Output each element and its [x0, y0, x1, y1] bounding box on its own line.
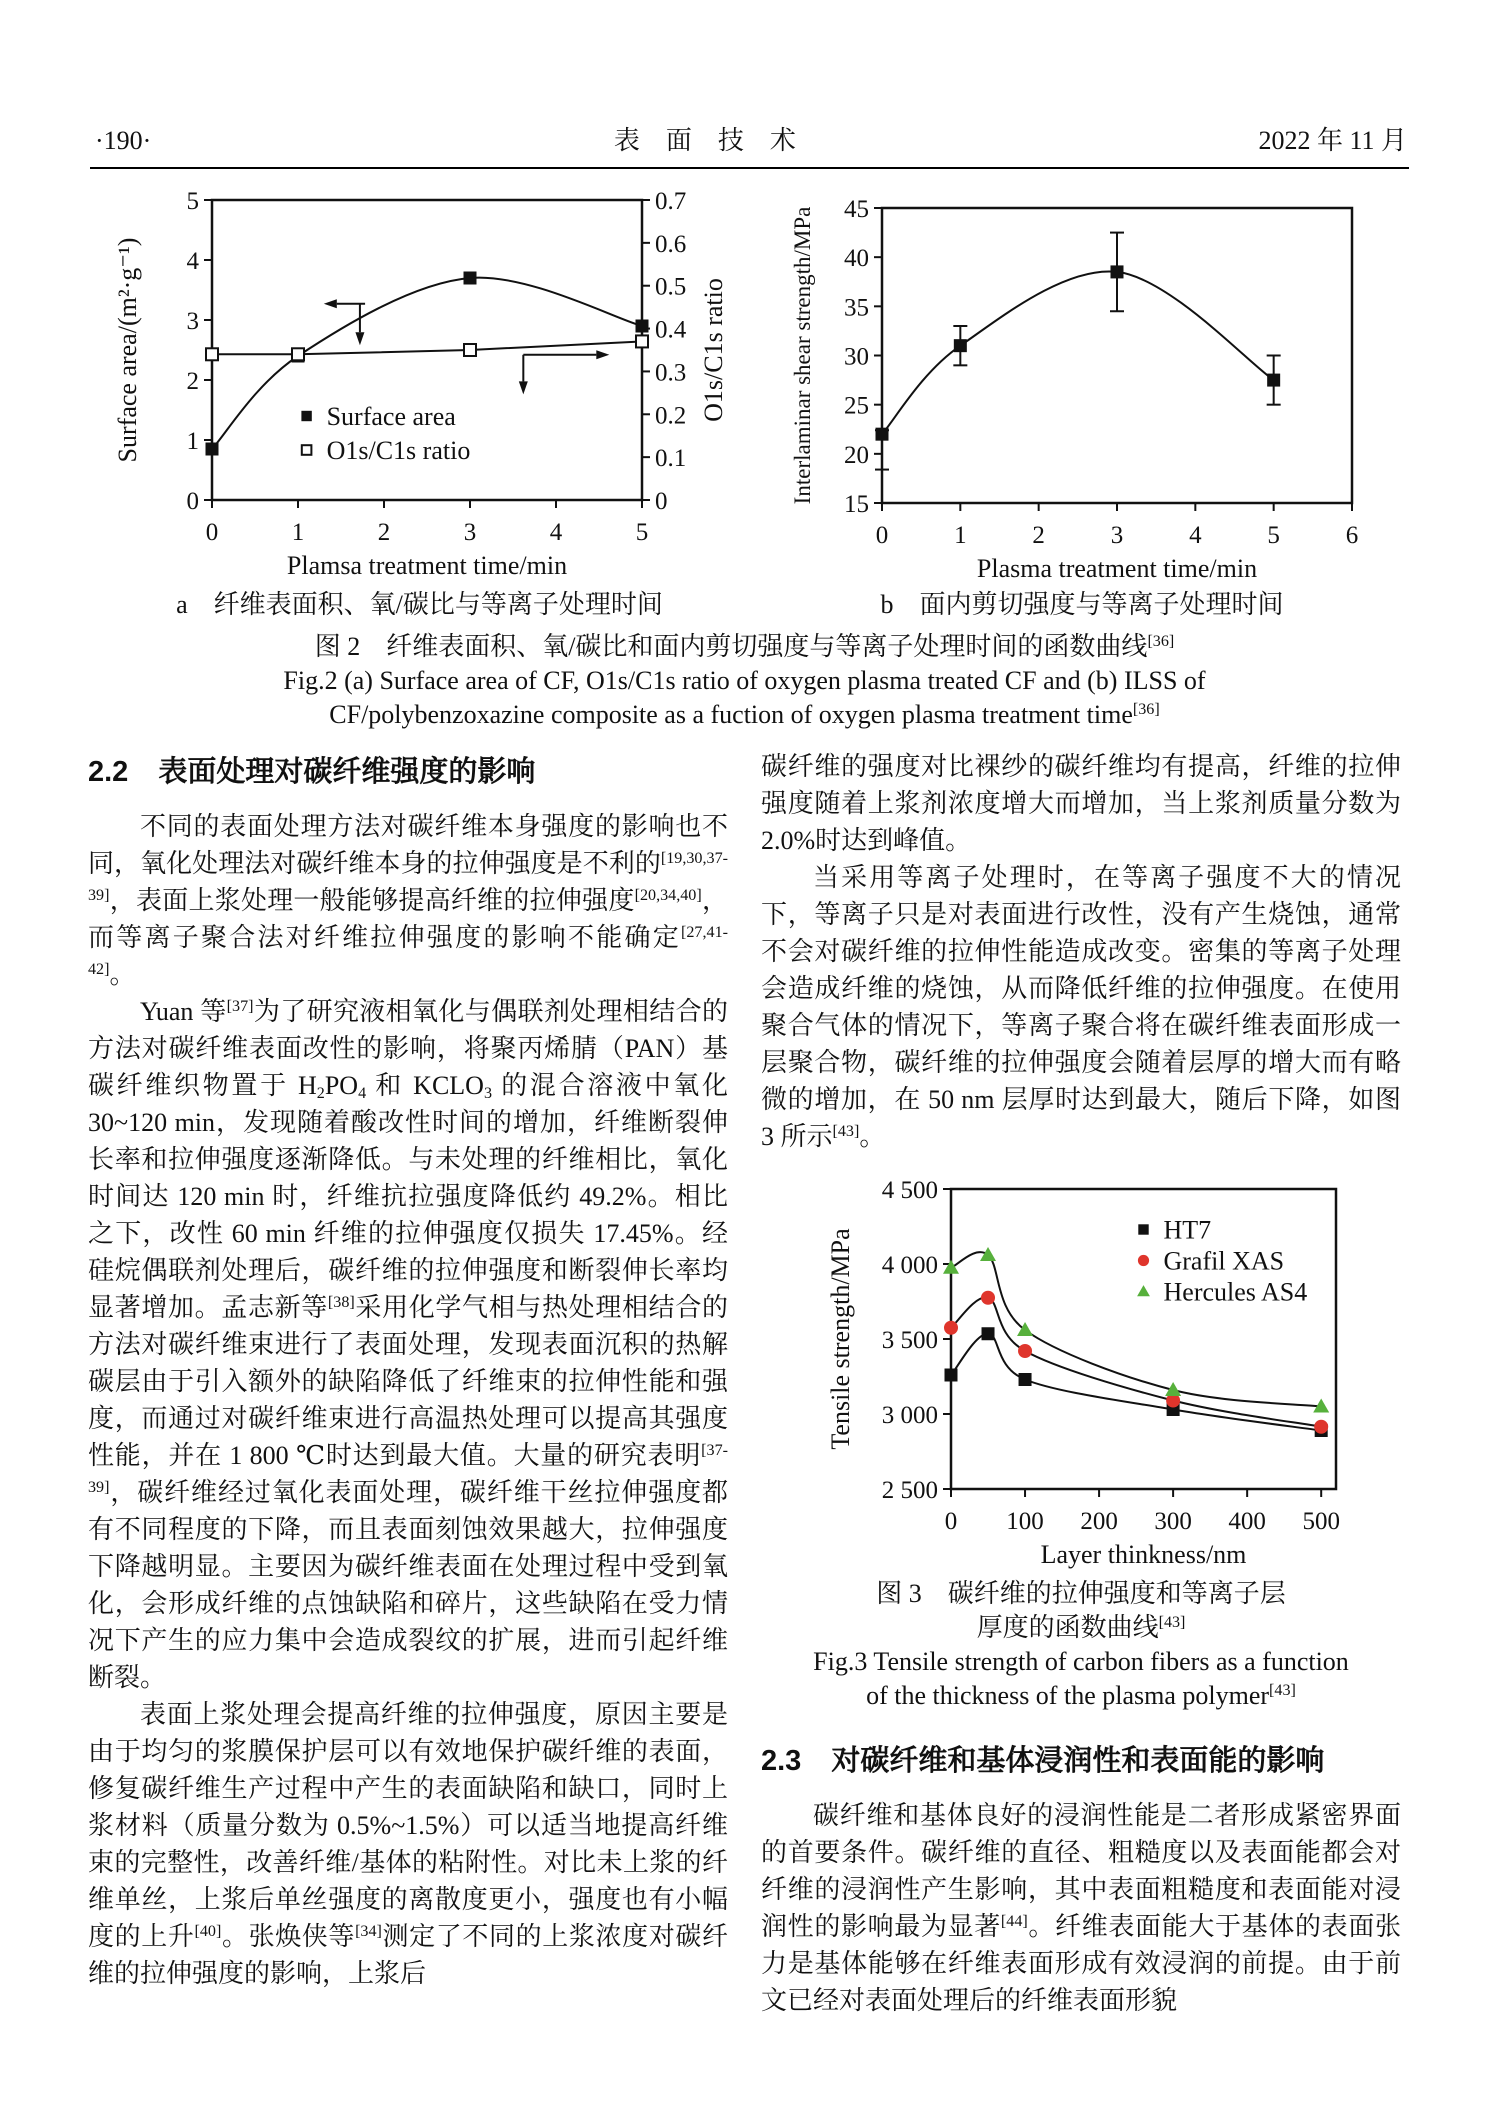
- svg-text:3: 3: [463, 519, 477, 546]
- svg-text:1: 1: [291, 519, 305, 546]
- figure2-caption-cn: 图 2 纤维表面积、氧/碳比和面内剪切强度与等离子处理时间的函数曲线[36]: [314, 632, 1175, 661]
- section-2-2-heading: [88, 752, 728, 792]
- svg-text:Interlaminar shear strength/MP: Interlaminar shear strength/MPa: [790, 206, 815, 505]
- figure3-caption-cn-line1: 图 3 碳纤维的拉伸强度和等离子层: [876, 1579, 1286, 1608]
- svg-text:500: 500: [1302, 1508, 1340, 1535]
- svg-text:0.2: 0.2: [655, 402, 687, 430]
- svg-text:5: 5: [1267, 522, 1280, 549]
- svg-text:0: 0: [655, 488, 668, 515]
- svg-text:20: 20: [844, 441, 869, 469]
- figure3-chart: [761, 1167, 1401, 1577]
- figure2a-subcaption: a 纤维表面积、氧/碳比与等离子处理时间: [176, 590, 663, 619]
- figure2-captions: [88, 630, 1401, 732]
- svg-text:0: 0: [205, 519, 219, 546]
- figure2-charts-row: [88, 178, 1401, 622]
- figure2-block: [88, 178, 1401, 732]
- svg-text:0.6: 0.6: [655, 230, 687, 258]
- svg-text:25: 25: [844, 392, 869, 420]
- svg-text:300: 300: [1154, 1508, 1192, 1535]
- section-2-2-number: 2.2: [88, 756, 129, 788]
- section-2-3-heading: [761, 1741, 1401, 1781]
- svg-text:Plamsa treatment time/min: Plamsa treatment time/min: [286, 551, 568, 580]
- svg-text:4: 4: [1189, 522, 1202, 549]
- page-number: ·190·: [95, 126, 152, 155]
- svg-text:0.1: 0.1: [655, 445, 687, 473]
- svg-text:Layer thinkness/nm: Layer thinkness/nm: [1040, 1540, 1247, 1569]
- svg-text:4 000: 4 000: [881, 1252, 938, 1279]
- svg-text:Surface area/(m²·g⁻¹): Surface area/(m²·g⁻¹): [113, 237, 142, 463]
- two-column-body: [88, 748, 1401, 2019]
- svg-text:35: 35: [844, 294, 869, 322]
- svg-text:0.5: 0.5: [655, 273, 687, 301]
- left-column: [88, 748, 728, 2019]
- paragraph: 碳纤维和基体良好的浸润性能是二者形成紧密界面的首要条件。碳纤维的直径、粗糙度以及表面能都会对纤维的浸润性产生影响，其中表面粗糙度和表面能对浸润性的影响最为显著[44]。纤维表面能大于基体的表面张力是基体能够在纤维表面形成有效浸润的前提。由于前文已经对表面处理后的纤维表面形貌: [761, 1801, 1401, 2015]
- svg-text:45: 45: [844, 196, 869, 223]
- paragraph: Yuan 等[37]为了研究液相氧化与偶联剂处理相结合的方法对碳纤维表面改性的影响，将聚丙烯腈（PAN）基碳纤维织物置于 $H_2PO_4$ 和 $KCLO_3$ 的混合溶液中氧化 30~120 min，发现随着酸改性时间的增加，纤维断裂伸长率和拉伸强度逐渐降低。与未处理的纤维相比，氧化时间达 120 min 时，纤维抗拉强度降低约 49.2%。相比之下，改性 60 min 纤维的拉伸强度仅损失 17.45%。经硅烷偶联剂处理后，碳纤维的拉伸强度和断裂伸长率均显著增加。孟志新等[38]采用化学气相与热处理相结合的方法对碳纤维束进行了表面处理，发现表面沉积的热解碳层由于引入额外的缺陷降低了纤维束的拉伸性能和强度，而通过对碳纤维束进行高温热处理可以提高其强度性能，并在 1 800 ℃时达到最大值。大量的研究表明[37-39]，碳纤维经过氧化表面处理，碳纤维干丝拉伸强度都有不同程度的下降，而且表面刻蚀效果越大，拉伸强度下降越明显。主要因为碳纤维表面在处理过程中受到氧化，会形成纤维的点蚀缺陷和碎片，这些缺陷在受力情况下产生的应力集中会造成裂纹的扩展，进而引起纤维断裂。: [88, 997, 728, 1692]
- figure3-caption-en-line1: Fig.3 Tensile strength of carbon fibers as a function: [813, 1647, 1349, 1676]
- figure2a-chart: [92, 178, 747, 588]
- svg-text:Plasma treatment time/min: Plasma treatment time/min: [976, 554, 1258, 583]
- issue-date: 2022 年 11 月: [1258, 126, 1407, 155]
- paragraph: 当采用等离子处理时，在等离子强度不大的情况下，等离子只是对表面进行改性，没有产生烧蚀，通常不会对碳纤维的拉伸性能造成改变。密集的等离子处理会造成纤维的烧蚀，从而降低纤维的拉伸强度。在使用聚合气体的情况下，等离子聚合将在碳纤维表面形成一层聚合物，碳纤维的拉伸强度会随着层厚的增大而有略微的增加，在 50 nm 层厚时达到最大，随后下降，如图 3 所示[43]。: [761, 863, 1401, 1151]
- svg-text:4: 4: [549, 519, 563, 546]
- figure2b-subcaption: b 面内剪切强度与等离子处理时间: [880, 590, 1284, 619]
- svg-text:0: 0: [186, 488, 199, 515]
- figure3-caption-en-line2: of the thickness of the plasma polymer[43]: [866, 1681, 1296, 1710]
- svg-text:6: 6: [1345, 522, 1359, 549]
- svg-text:100: 100: [1006, 1508, 1044, 1535]
- paragraph: 不同的表面处理方法对碳纤维本身强度的影响也不同，氧化处理法对碳纤维本身的拉伸强度是不利的[19,30,37-39]，表面上浆处理一般能够提高纤维的拉伸强度[20,34,40]，而等离子聚合法对纤维拉伸强度的影响不能确定[27,41-42]。: [88, 812, 728, 989]
- header-rule: [90, 167, 1409, 169]
- svg-text:0.7: 0.7: [655, 188, 687, 215]
- svg-text:3 000: 3 000: [881, 1402, 938, 1429]
- svg-text:2: 2: [1032, 522, 1045, 549]
- figure2-caption-en-line1: Fig.2 (a) Surface area of CF, O1s/C1s ratio of oxygen plasma treated CF and (b) ILSS of: [283, 666, 1206, 695]
- svg-text:15: 15: [844, 491, 869, 518]
- figure2b-chart: [767, 178, 1397, 588]
- section-2-3-number: 2.3: [761, 1745, 802, 1777]
- svg-text:30: 30: [844, 343, 869, 371]
- svg-text:400: 400: [1228, 1508, 1266, 1535]
- figure3-caption-cn-line2: 厚度的函数曲线[43]: [976, 1613, 1186, 1642]
- svg-text:Tensile strength/MPa: Tensile strength/MPa: [826, 1228, 855, 1450]
- svg-text:0: 0: [944, 1508, 958, 1535]
- svg-text:1: 1: [186, 428, 199, 455]
- svg-text:Grafil XAS: Grafil XAS: [1163, 1246, 1285, 1276]
- svg-text:HT7: HT7: [1163, 1215, 1212, 1245]
- svg-text:0.3: 0.3: [655, 359, 687, 387]
- svg-text:O1s/C1s ratio: O1s/C1s ratio: [699, 278, 728, 422]
- svg-text:4: 4: [186, 248, 199, 275]
- svg-text:4 500: 4 500: [881, 1177, 938, 1204]
- svg-text:3: 3: [186, 308, 199, 335]
- svg-text:2 500: 2 500: [881, 1477, 938, 1504]
- section-2-2-title: 表面处理对碳纤维强度的影响: [158, 756, 536, 788]
- figure2b-block: [767, 178, 1397, 622]
- figure2a-block: [92, 178, 747, 622]
- figure3-block: [761, 1167, 1401, 1713]
- figure2-caption-en-line2: CF/polybenzoxazine composite as a fuction of oxygen plasma treatment time[36]: [329, 700, 1160, 729]
- journal-title: 表 面 技 术: [613, 126, 796, 155]
- paragraph: 表面上浆处理会提高纤维的拉伸强度，原因主要是由于均匀的浆膜保护层可以有效地保护碳纤维的表面，修复碳纤维生产过程中产生的表面缺陷和缺口，同时上浆材料（质量分数为 0.5%~1.5%）可以适当地提高纤维束的完整性，改善纤维/基体的粘附性。对比未上浆的纤维单丝，上浆后单丝强度的离散度更小，强度也有小幅度的上升[40]。张焕侠等[34]测定了不同的上浆浓度对碳纤维的拉伸强度的影响，上浆后: [88, 1700, 728, 1988]
- right-column: [761, 748, 1401, 2019]
- svg-text:3: 3: [1110, 522, 1124, 549]
- svg-text:O1s/C1s ratio: O1s/C1s ratio: [326, 436, 471, 465]
- svg-text:Surface area: Surface area: [326, 402, 456, 431]
- page-header: [95, 120, 1407, 157]
- paragraph-continuation: 碳纤维的强度对比裸纱的碳纤维均有提高，纤维的拉伸强度随着上浆剂浓度增大而增加，当上浆剂质量分数为 2.0%时达到峰值。: [761, 752, 1401, 855]
- svg-text:2: 2: [377, 519, 391, 546]
- svg-text:200: 200: [1080, 1508, 1118, 1535]
- svg-text:Hercules AS4: Hercules AS4: [1163, 1277, 1308, 1307]
- svg-text:40: 40: [844, 245, 869, 273]
- section-2-3-title: 对碳纤维和基体浸润性和表面能的影响: [831, 1745, 1325, 1777]
- svg-text:2: 2: [186, 368, 199, 395]
- svg-text:3 500: 3 500: [881, 1327, 938, 1354]
- svg-text:5: 5: [635, 519, 649, 546]
- svg-text:5: 5: [186, 188, 199, 215]
- svg-text:0: 0: [875, 522, 889, 549]
- svg-text:0.4: 0.4: [655, 316, 687, 344]
- svg-text:1: 1: [954, 522, 967, 549]
